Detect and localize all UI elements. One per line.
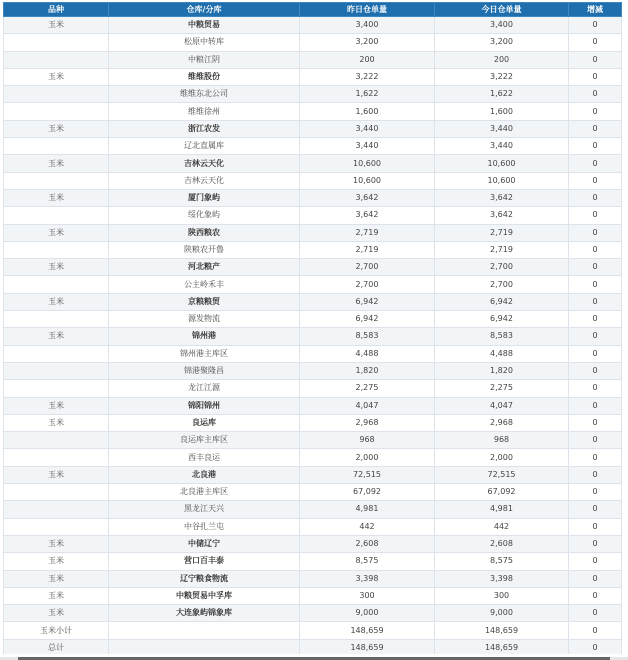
table-row: [4, 570, 622, 587]
cell-today-volume: 148,659: [435, 639, 569, 656]
table-row: [4, 535, 622, 552]
cell-today-volume: 72,515: [435, 466, 569, 483]
cell-variety: 玉米: [4, 587, 109, 604]
cell-today-volume: 2,700: [435, 276, 569, 293]
cell-variety: [4, 172, 109, 189]
cell-yesterday-volume: 1,600: [300, 103, 435, 120]
table-row: [4, 605, 622, 622]
cell-variety: [4, 86, 109, 103]
cell-variety: [4, 34, 109, 51]
cell-today-volume: 10,600: [435, 172, 569, 189]
cell-warehouse: 厦门象屿: [109, 189, 300, 206]
cell-yesterday-volume: 67,092: [300, 484, 435, 501]
cell-change: 0: [569, 587, 622, 604]
cell-yesterday-volume: 10,600: [300, 155, 435, 172]
cell-variety: [4, 207, 109, 224]
cell-variety: 玉米: [4, 259, 109, 276]
cell-yesterday-volume: 6,942: [300, 293, 435, 310]
cell-change: 0: [569, 259, 622, 276]
cell-warehouse: 辽宁粮食物流: [109, 570, 300, 587]
cell-warehouse: 锦港聚隆昌: [109, 362, 300, 379]
table-row: [4, 362, 622, 379]
cell-variety: [4, 362, 109, 379]
cell-today-volume: 3,440: [435, 138, 569, 155]
cell-change: 0: [569, 622, 622, 639]
cell-today-volume: 442: [435, 518, 569, 535]
cell-yesterday-volume: 148,659: [300, 622, 435, 639]
cell-change: 0: [569, 293, 622, 310]
cell-warehouse: 吉林云天化: [109, 172, 300, 189]
cell-warehouse: 北良港: [109, 466, 300, 483]
cell-yesterday-volume: 6,942: [300, 311, 435, 328]
cell-change: 0: [569, 172, 622, 189]
cell-variety: 玉米: [4, 605, 109, 622]
cell-change: 0: [569, 345, 622, 362]
cell-yesterday-volume: 2,000: [300, 449, 435, 466]
cell-yesterday-volume: 300: [300, 587, 435, 604]
cell-change: 0: [569, 103, 622, 120]
horizontal-scrollbar[interactable]: [0, 654, 628, 660]
cell-yesterday-volume: 4,488: [300, 345, 435, 362]
cell-variety: 玉米: [4, 397, 109, 414]
table-row: [4, 518, 622, 535]
cell-today-volume: 1,622: [435, 86, 569, 103]
cell-change: 0: [569, 639, 622, 656]
cell-warehouse: 中粮江阴: [109, 51, 300, 68]
cell-variety: 玉米: [4, 293, 109, 310]
cell-today-volume: 200: [435, 51, 569, 68]
cell-warehouse: 黑龙江天兴: [109, 501, 300, 518]
table-row: [4, 553, 622, 570]
cell-warehouse: 维维股份: [109, 68, 300, 85]
table-row: [4, 484, 622, 501]
table-row: [4, 86, 622, 103]
cell-change: 0: [569, 207, 622, 224]
cell-variety: 玉米: [4, 535, 109, 552]
cell-today-volume: 3,398: [435, 570, 569, 587]
cell-today-volume: 4,047: [435, 397, 569, 414]
cell-variety: 玉米: [4, 328, 109, 345]
cell-yesterday-volume: 2,719: [300, 241, 435, 258]
cell-change: 0: [569, 311, 622, 328]
cell-yesterday-volume: 2,275: [300, 380, 435, 397]
table-row: [4, 622, 622, 639]
cell-warehouse: 中谷扎兰屯: [109, 518, 300, 535]
cell-variety: 玉米: [4, 224, 109, 241]
cell-change: 0: [569, 414, 622, 431]
cell-today-volume: 9,000: [435, 605, 569, 622]
cell-warehouse: 大连象屿锦象库: [109, 605, 300, 622]
cell-warehouse: 陕粮农开鲁: [109, 241, 300, 258]
table-row: [4, 328, 622, 345]
cell-today-volume: 3,222: [435, 68, 569, 85]
cell-today-volume: 4,488: [435, 345, 569, 362]
cell-variety: [4, 276, 109, 293]
table-row: [4, 68, 622, 85]
cell-warehouse: [109, 622, 300, 639]
cell-yesterday-volume: 3,222: [300, 68, 435, 85]
cell-today-volume: 6,942: [435, 293, 569, 310]
cell-today-volume: 2,968: [435, 414, 569, 431]
cell-change: 0: [569, 276, 622, 293]
cell-variety: 玉米: [4, 189, 109, 206]
cell-yesterday-volume: 2,700: [300, 276, 435, 293]
cell-warehouse: 吉林云天化: [109, 155, 300, 172]
cell-change: 0: [569, 518, 622, 535]
cell-today-volume: 1,600: [435, 103, 569, 120]
cell-warehouse: 中粮贸易: [109, 17, 300, 34]
cell-change: 0: [569, 34, 622, 51]
cell-change: 0: [569, 605, 622, 622]
cell-yesterday-volume: 9,000: [300, 605, 435, 622]
cell-warehouse: 松原中转库: [109, 34, 300, 51]
cell-variety: [4, 138, 109, 155]
cell-warehouse: 锦州港主库区: [109, 345, 300, 362]
cell-variety: [4, 241, 109, 258]
cell-yesterday-volume: 72,515: [300, 466, 435, 483]
cell-yesterday-volume: 2,700: [300, 259, 435, 276]
cell-today-volume: 3,400: [435, 17, 569, 34]
cell-yesterday-volume: 2,719: [300, 224, 435, 241]
cell-change: 0: [569, 362, 622, 379]
table-row: [4, 311, 622, 328]
table-row: [4, 103, 622, 120]
cell-yesterday-volume: 3,440: [300, 138, 435, 155]
table-row: [4, 51, 622, 68]
cell-change: 0: [569, 466, 622, 483]
cell-warehouse: 源发物流: [109, 311, 300, 328]
cell-yesterday-volume: 2,968: [300, 414, 435, 431]
table-row: [4, 17, 622, 34]
cell-variety: [4, 518, 109, 535]
cell-warehouse: 公主岭禾丰: [109, 276, 300, 293]
table-row: [4, 380, 622, 397]
cell-variety: [4, 345, 109, 362]
cell-yesterday-volume: 3,400: [300, 17, 435, 34]
cell-today-volume: 968: [435, 432, 569, 449]
cell-variety: [4, 311, 109, 328]
cell-today-volume: 1,820: [435, 362, 569, 379]
cell-variety: [4, 432, 109, 449]
cell-variety: 玉米: [4, 466, 109, 483]
cell-variety: 玉米: [4, 553, 109, 570]
cell-variety: [4, 449, 109, 466]
cell-change: 0: [569, 224, 622, 241]
cell-change: 0: [569, 570, 622, 587]
cell-today-volume: 8,583: [435, 328, 569, 345]
cell-warehouse: 营口百丰泰: [109, 553, 300, 570]
cell-change: 0: [569, 68, 622, 85]
table-row: [4, 466, 622, 483]
table-row: [4, 345, 622, 362]
table-row: [4, 189, 622, 206]
cell-today-volume: 3,440: [435, 120, 569, 137]
cell-warehouse: 北良港主库区: [109, 484, 300, 501]
cell-today-volume: 2,719: [435, 224, 569, 241]
cell-change: 0: [569, 432, 622, 449]
cell-yesterday-volume: 148,659: [300, 639, 435, 656]
cell-yesterday-volume: 3,398: [300, 570, 435, 587]
cell-warehouse: 西丰良运: [109, 449, 300, 466]
table-row: [4, 207, 622, 224]
table-row: [4, 501, 622, 518]
cell-yesterday-volume: 10,600: [300, 172, 435, 189]
cell-change: 0: [569, 241, 622, 258]
cell-variety: [4, 501, 109, 518]
cell-yesterday-volume: 8,575: [300, 553, 435, 570]
header-warehouse: 仓库/分库: [109, 3, 300, 17]
cell-warehouse: 河北粮产: [109, 259, 300, 276]
cell-warehouse: 良运库: [109, 414, 300, 431]
cell-variety: 玉米: [4, 17, 109, 34]
header-change: 增减: [569, 3, 622, 17]
cell-yesterday-volume: 3,642: [300, 189, 435, 206]
cell-yesterday-volume: 1,622: [300, 86, 435, 103]
cell-change: 0: [569, 86, 622, 103]
cell-variety: [4, 380, 109, 397]
cell-variety: 总计: [4, 639, 109, 656]
cell-change: 0: [569, 397, 622, 414]
cell-yesterday-volume: 4,981: [300, 501, 435, 518]
cell-yesterday-volume: 3,642: [300, 207, 435, 224]
cell-today-volume: 2,000: [435, 449, 569, 466]
warehouse-receipt-table: [3, 2, 622, 657]
cell-yesterday-volume: 3,440: [300, 120, 435, 137]
cell-yesterday-volume: 442: [300, 518, 435, 535]
table-row: [4, 276, 622, 293]
table-row: [4, 172, 622, 189]
cell-warehouse: 绥化象屿: [109, 207, 300, 224]
cell-yesterday-volume: 8,583: [300, 328, 435, 345]
cell-yesterday-volume: 1,820: [300, 362, 435, 379]
cell-variety: 玉米小计: [4, 622, 109, 639]
cell-warehouse: 龙江江源: [109, 380, 300, 397]
cell-today-volume: 6,942: [435, 311, 569, 328]
cell-today-volume: 300: [435, 587, 569, 604]
cell-today-volume: 2,719: [435, 241, 569, 258]
table-row: [4, 293, 622, 310]
cell-warehouse: 中储辽宁: [109, 535, 300, 552]
cell-change: 0: [569, 17, 622, 34]
cell-variety: 玉米: [4, 68, 109, 85]
cell-today-volume: 4,981: [435, 501, 569, 518]
cell-today-volume: 2,608: [435, 535, 569, 552]
cell-change: 0: [569, 51, 622, 68]
table-row: [4, 224, 622, 241]
table-header-row: [4, 3, 622, 17]
cell-variety: 玉米: [4, 414, 109, 431]
cell-change: 0: [569, 138, 622, 155]
cell-variety: 玉米: [4, 570, 109, 587]
cell-warehouse: 维维徐州: [109, 103, 300, 120]
cell-warehouse: 良运库主库区: [109, 432, 300, 449]
cell-change: 0: [569, 155, 622, 172]
cell-change: 0: [569, 553, 622, 570]
table-row: [4, 155, 622, 172]
cell-yesterday-volume: 200: [300, 51, 435, 68]
cell-yesterday-volume: 968: [300, 432, 435, 449]
cell-warehouse: 辽北直属库: [109, 138, 300, 155]
table-row: [4, 120, 622, 137]
cell-today-volume: 67,092: [435, 484, 569, 501]
cell-change: 0: [569, 380, 622, 397]
cell-change: 0: [569, 449, 622, 466]
cell-yesterday-volume: 2,608: [300, 535, 435, 552]
cell-today-volume: 3,642: [435, 207, 569, 224]
header-today-volume: 今日仓单量: [435, 3, 569, 17]
cell-warehouse: 京粮粮贸: [109, 293, 300, 310]
table-row: [4, 34, 622, 51]
cell-warehouse: 锦州港: [109, 328, 300, 345]
table-row: [4, 397, 622, 414]
cell-today-volume: 148,659: [435, 622, 569, 639]
cell-today-volume: 3,200: [435, 34, 569, 51]
cell-today-volume: 10,600: [435, 155, 569, 172]
table-row: [4, 241, 622, 258]
cell-variety: 玉米: [4, 155, 109, 172]
cell-warehouse: 陕西粮农: [109, 224, 300, 241]
cell-variety: 玉米: [4, 120, 109, 137]
cell-today-volume: 2,275: [435, 380, 569, 397]
cell-today-volume: 2,700: [435, 259, 569, 276]
cell-variety: [4, 484, 109, 501]
cell-change: 0: [569, 535, 622, 552]
table-row: [4, 449, 622, 466]
table-row: [4, 432, 622, 449]
cell-yesterday-volume: 3,200: [300, 34, 435, 51]
header-variety: 品种: [4, 3, 109, 17]
header-yesterday-volume: 昨日仓单量: [300, 3, 435, 17]
cell-warehouse: 中粮贸易中孚库: [109, 587, 300, 604]
table-row: [4, 259, 622, 276]
cell-variety: [4, 51, 109, 68]
cell-yesterday-volume: 4,047: [300, 397, 435, 414]
cell-change: 0: [569, 501, 622, 518]
cell-change: 0: [569, 120, 622, 137]
cell-today-volume: 3,642: [435, 189, 569, 206]
cell-warehouse: 锦阳锦州: [109, 397, 300, 414]
cell-variety: [4, 103, 109, 120]
table-row: [4, 587, 622, 604]
cell-today-volume: 8,575: [435, 553, 569, 570]
table-row: [4, 414, 622, 431]
cell-warehouse: 浙江农发: [109, 120, 300, 137]
cell-change: 0: [569, 484, 622, 501]
cell-change: 0: [569, 189, 622, 206]
table-row: [4, 138, 622, 155]
cell-change: 0: [569, 328, 622, 345]
cell-warehouse: 维维东北公司: [109, 86, 300, 103]
